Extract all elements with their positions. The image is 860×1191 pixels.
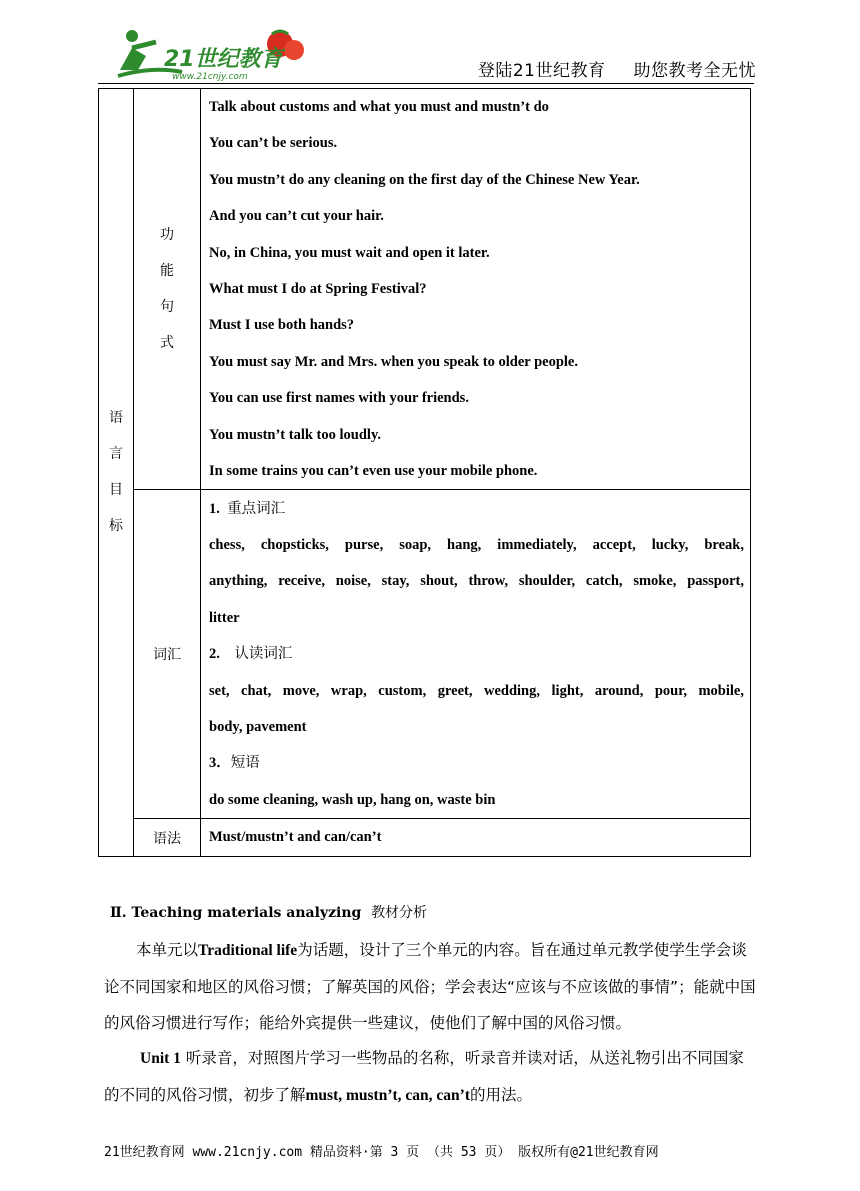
- page-header: [0, 0, 860, 90]
- function-sentence: You can use first names with your friends.: [209, 390, 469, 407]
- vocab-key-line: anything, receive, noise, stay, shout, throw, shoulder, catch, smoke, passport,: [209, 573, 744, 590]
- function-sentence: No, in China, you must wait and open it later.: [209, 244, 490, 261]
- language-goal-cell: [99, 89, 134, 857]
- header-slogan: [478, 56, 756, 81]
- vocab-heading-read: 2. 认读词汇: [209, 646, 293, 663]
- vocab-label: 词汇: [153, 647, 181, 664]
- grammar-text: Must/mustn’t and can/can’t: [209, 829, 382, 846]
- function-sentences-cell: [201, 89, 751, 490]
- function-sentence: You can’t be serious.: [209, 135, 338, 152]
- paragraph-unit1: Unit 1 听录音，对照图片学习一些物品的名称，听录音并读对话，从送礼物引出不同国家的不同的风俗习惯，初步了解must, mustn’t, can, can’t的用法。: [104, 1049, 744, 1104]
- vocab-heading-key: 1. 重点词汇: [209, 500, 286, 517]
- vocab-key-line: litter: [209, 609, 240, 626]
- header-divider: [98, 83, 754, 84]
- svg-text:www.21cnjy.com: www.21cnjy.com: [172, 72, 248, 82]
- function-label: 功 能 句 式: [160, 227, 174, 352]
- vocab-heading-phrase: 3．短语: [209, 755, 260, 772]
- svg-text:21世纪教育: 21世纪教育: [164, 47, 283, 72]
- vocab-read-line: body, pavement: [209, 719, 307, 736]
- site-logo: [112, 26, 312, 82]
- vocab-key-line: chess, chopsticks, purse, soap, hang, immediately, accept, lucky, break,: [209, 537, 744, 554]
- function-sentence: Must I use both hands?: [209, 317, 355, 334]
- objectives-table: [98, 88, 751, 857]
- function-label-cell: [134, 89, 201, 490]
- grammar-cell: [201, 819, 751, 856]
- paragraph-intro: 本单元以Traditional life为话题，设计了三个单元的内容。旨在通过单元教学使学生学会谈论不同国家和地区的风俗习惯；了解英国的风俗；学会表达“应该与不应该做的事情”；能就中国的风俗习惯进行写作；能给外宾提供一些建议，使他们了解中国的风俗习惯。: [104, 941, 756, 1032]
- section-title: Ⅱ. Teaching materials analyzing 教材分析: [110, 905, 428, 921]
- vocab-label-cell: [134, 490, 201, 819]
- function-sentence: Talk about customs and what you must and mustn’t do: [209, 99, 549, 115]
- page-footer: 21世纪教育网 www.21cnjy.com 精品资料·第 3 页 （共 53 页） 版权所有@21世纪教育网: [104, 1145, 659, 1160]
- grammar-label: 语法: [153, 830, 181, 847]
- vocab-cell: [201, 490, 751, 819]
- function-sentence: And you can’t cut your hair.: [209, 208, 384, 225]
- function-sentence: You mustn’t talk too loudly.: [209, 426, 382, 443]
- vocab-phrase-line: do some cleaning, wash up, hang on, waste bin: [209, 791, 496, 808]
- grammar-label-cell: [134, 819, 201, 856]
- vocab-read-line: set, chat, move, wrap, custom, greet, wedding, light, around, pour, mobile,: [209, 682, 744, 699]
- language-goal-label: 语 言 目 标: [109, 410, 123, 535]
- function-sentence: What must I do at Spring Festival?: [209, 281, 427, 298]
- function-sentence: You must say Mr. and Mrs. when you speak to older people.: [209, 353, 578, 370]
- slogan-right: 助您教考全无忧: [633, 61, 756, 81]
- function-sentence: In some trains you can’t even use your mobile phone.: [209, 463, 538, 480]
- function-sentence: You mustn’t do any cleaning on the first day of the Chinese New Year.: [209, 171, 640, 188]
- slogan-left: 登陆21世纪教育: [477, 61, 606, 81]
